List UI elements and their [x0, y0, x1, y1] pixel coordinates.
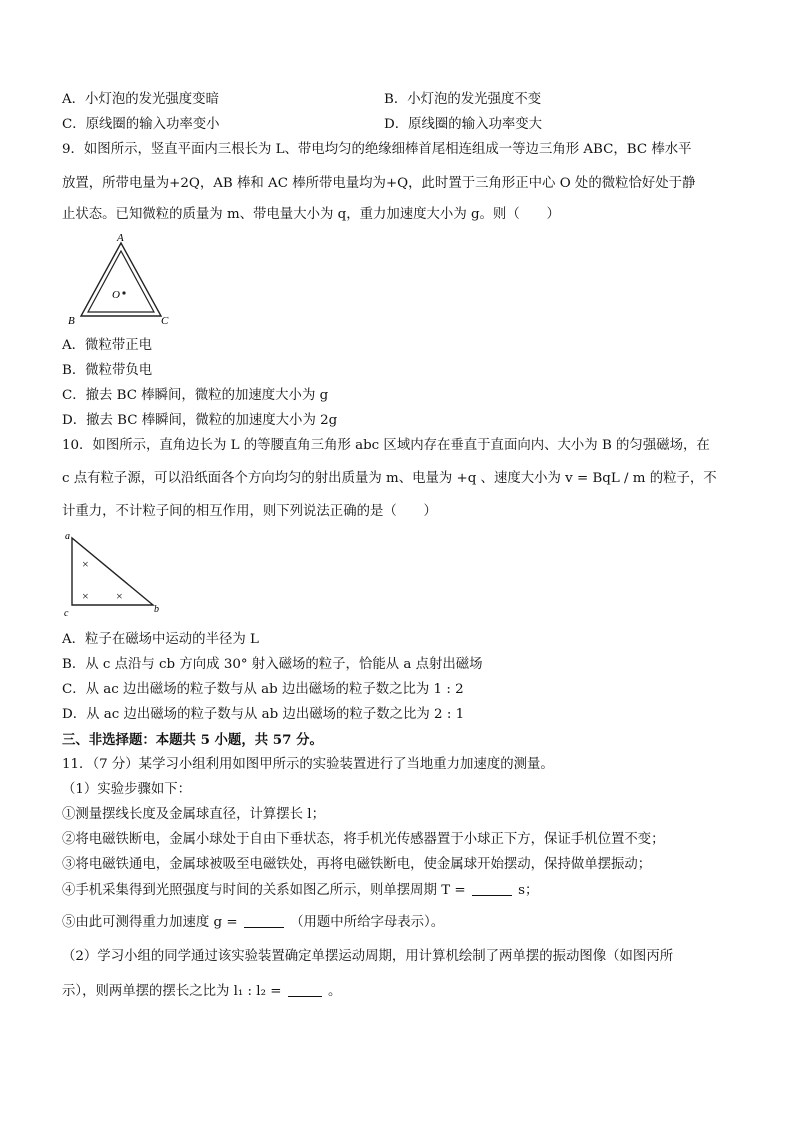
q10-option-a: A．粒子在磁场中运动的半径为 L: [62, 632, 259, 647]
q9-stem-line3: 止状态。已知微粒的质量为 m、带电量大小为 q，重力加速度大小为 g。则（ ）: [62, 207, 560, 222]
q11-part2-text: 示），则两单摆的摆长之比为 l₁ : l₂ =: [62, 984, 282, 999]
q10-field-mark-2: ×: [82, 589, 89, 603]
q10-field-mark-3: ×: [116, 589, 123, 603]
q10-label-b: b: [154, 604, 159, 615]
q9-option-b: B．微粒带负电: [62, 363, 153, 378]
q11-step4: [62, 881, 538, 900]
q11-intro: 11．（7 分）某学习小组利用如图甲所示的实验装置进行了当地重力加速度的测量。: [62, 757, 554, 772]
q11-step1: ①测量摆线长度及金属球直径，计算摆长 l；: [62, 807, 325, 822]
q9-option-d: D．撤去 BC 棒瞬间，微粒的加速度大小为 2g: [62, 413, 338, 428]
q9-stem-line2: 放置，所带电量为+2Q，AB 棒和 AC 棒所带电量均为+Q，此时置于三角形正中心 O 处的微粒恰好处于静: [62, 176, 696, 191]
q11-step3: ③将电磁铁通电，金属球被吸至电磁铁处，再将电磁铁断电，使金属球开始摆动，保持做单摆振动；: [62, 857, 652, 872]
q10-stem-line1: 10．如图所示，直角边长为 L 的等腰直角三角形 abc 区域内存在垂直于直面向内、大小为 B 的匀强磁场，在: [62, 438, 710, 453]
q10-option-c: C．从 ac 边出磁场的粒子数与从 ab 边出磁场的粒子数之比为 1 : 2: [62, 682, 464, 697]
q9-option-c: C．撤去 BC 棒瞬间，微粒的加速度大小为 g: [62, 388, 329, 403]
q11-step5: [62, 913, 444, 932]
q10-label-a: a: [65, 531, 70, 542]
q9-label-a: A: [117, 232, 124, 244]
q8-option-d: D．原线圈的输入功率变大: [384, 117, 543, 132]
q11-step4-unit: s；: [518, 883, 539, 898]
q11-step5-text: ⑤由此可测得重力加速度 g =: [62, 915, 238, 930]
q9-stem-line1: 9．如图所示，竖直平面内三根长为 L、带电均匀的绝缘细棒首尾相连组成一等边三角形 ABC，BC 棒水平: [62, 142, 692, 157]
q11-part2-line2: [62, 982, 341, 1001]
q9-label-b: B: [68, 315, 75, 327]
q10-option-b: B．从 c 点沿与 cb 方向成 30° 射入磁场的粒子，恰能从 a 点射出磁场: [62, 657, 483, 672]
q11-step2: ②将电磁铁断电，金属小球处于自由下垂状态，将手机光传感器置于小球正下方，保证手机位置不变；: [62, 832, 665, 847]
q10-triangle-figure: [62, 528, 168, 618]
q10-label-c: c: [64, 608, 69, 618]
q9-label-c: C: [161, 315, 169, 327]
q11-step4-text: ④手机采集得到光照强度与时间的关系如图乙所示，则单摆周期 T =: [62, 883, 466, 898]
q9-triangle-figure: [64, 230, 184, 328]
q11-part2-tail: 。: [327, 984, 342, 999]
section-heading: 三、非选择题：本题共 5 小题，共 57 分。: [62, 732, 323, 748]
q11-ratio-blank[interactable]: [288, 982, 322, 997]
q10-stem-line2: c 点有粒子源，可以沿纸面各个方向均匀的射出质量为 m、电量为 +q 、速度大小为 v = BqL / m 的粒子，不: [62, 471, 717, 486]
q11-part1-title: （1）实验步骤如下：: [62, 782, 192, 797]
q10-stem-line3: 计重力，不计粒子间的相互作用，则下列说法正确的是（ ）: [62, 504, 437, 519]
q11-gravity-blank[interactable]: [244, 913, 284, 928]
q11-part2-line1: （2）学习小组的同学通过该实验装置确定单摆运动周期，用计算机绘制了两单摆的振动图像（如图丙所: [62, 949, 674, 964]
q9-label-o: O: [112, 289, 120, 301]
q8-option-c: C．原线圈的输入功率变小: [62, 117, 220, 132]
q9-option-a: A．微粒带正电: [62, 338, 153, 353]
q8-option-b: B．小灯泡的发光强度不变: [384, 92, 542, 107]
q11-period-blank[interactable]: [472, 881, 512, 896]
q10-option-d: D．从 ac 边出磁场的粒子数与从 ab 边出磁场的粒子数之比为 2 : 1: [62, 707, 465, 722]
q8-option-a: A．小灯泡的发光强度变暗: [62, 92, 219, 107]
q11-step5-tail: （用题中所给字母表示）。: [290, 915, 445, 930]
q10-field-mark-1: ×: [82, 557, 89, 571]
q9-center-point: [122, 291, 125, 294]
